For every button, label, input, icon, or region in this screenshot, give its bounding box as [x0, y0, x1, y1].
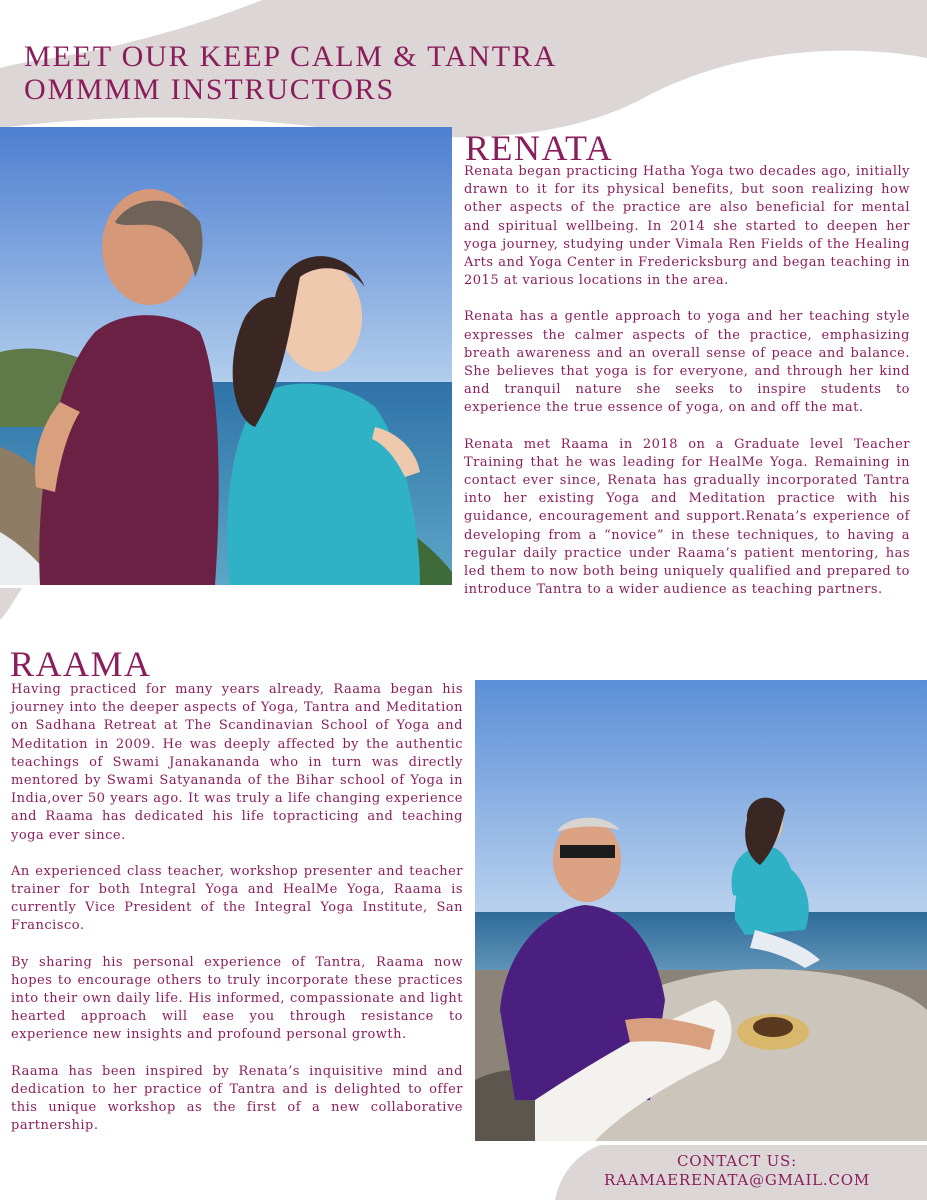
- raama-bio-paragraph: Raama has been inspired by Renata’s inquisitive mind and dedication to her practice of Tantra and is delighted to offer this unique workshop as the first of a new collaborative partnership.: [11, 1063, 463, 1134]
- contact-email[interactable]: RAAMAERENATA@GMAIL.COM: [603, 1171, 871, 1189]
- couple-back-to-back-namaste-photo: [0, 127, 452, 585]
- raama-bio-paragraph: Having practiced for many years already, Raama began his journey into the deeper aspects of Yoga, Tantra and Meditation on Sadhana Retreat at The Scandinavian School of Yoga and Meditation in 2009. He was deeply affected by the authentic teachings of Swami Janakananda who in turn was directly mentored by Swami Satyananda of the Bihar school of Yoga in India,over 50 years ago. It was truly a life changing experience and Raama has dedicated his life topracticing and teaching yoga ever since.: [11, 682, 463, 843]
- page-title: MEET OUR KEEP CALM & TANTRA OMMMM INSTRUCTORS: [24, 40, 556, 106]
- left-gray-sliver: [0, 588, 22, 620]
- contact-label: CONTACT US:: [677, 1152, 797, 1170]
- renata-name: RENATA: [465, 128, 614, 168]
- renata-bio-paragraph: Renata met Raama in 2018 on a Graduate level Teacher Training that he was leading for HealMe Yoga. Remaining in contact ever since, Renata has gradually incorporated Tantra into her existing Yoga and Meditation practice with his guidance, encouragement and support.Renata’s experience of developing from a “novice” in these techniques, to having a regular daily practice under Raama’s patient mentoring, has led them to now both being uniquely qualified and prepared to introduce Tantra to a wider audience as teaching partners.: [464, 436, 910, 598]
- renata-bio-paragraph: Renata began practicing Hatha Yoga two decades ago, initially drawn to it for its physical benefits, but soon realizing how other aspects of the practice are also beneficial for mental and spiritual wellbeing. In 2014 she started to deepen her yoga journey, studying under Vimala Ren Fields of the Healing Arts and Yoga Center in Fredericksburg and began teaching in 2015 at various locations in the area.: [464, 164, 910, 289]
- renata-photo: [0, 127, 452, 585]
- renata-bio-paragraph: Renata has a gentle approach to yoga and her teaching style expresses the calmer aspects of the practice, emphasizing breath awareness and an overall sense of peace and balance. She believes that yoga is for everyone, and through her kind and tranquil nature she seeks to inspire students to experience the true essence of yoga, on and off the mat.: [464, 309, 910, 416]
- raama-bio: [11, 681, 463, 1153]
- raama-bio-paragraph: By sharing his personal experience of Tantra, Raama now hopes to encourage others to truly incorporate these practices into their own daily life. His informed, compassionate and light hearted approach will ease you through resistance to experience new insights and profound personal growth.: [11, 954, 463, 1043]
- raama-name: RAAMA: [10, 644, 152, 684]
- raama-photo: [475, 680, 927, 1141]
- contact-block: [555, 1152, 919, 1190]
- renata-bio: [464, 163, 910, 617]
- couple-seated-on-beach-rocks-photo: [475, 680, 927, 1141]
- raama-bio-paragraph: An experienced class teacher, workshop presenter and teacher trainer for both Integral Yoga and HealMe Yoga, Raama is currently Vice President of the Integral Yoga Institute, San Francisco.: [11, 863, 463, 934]
